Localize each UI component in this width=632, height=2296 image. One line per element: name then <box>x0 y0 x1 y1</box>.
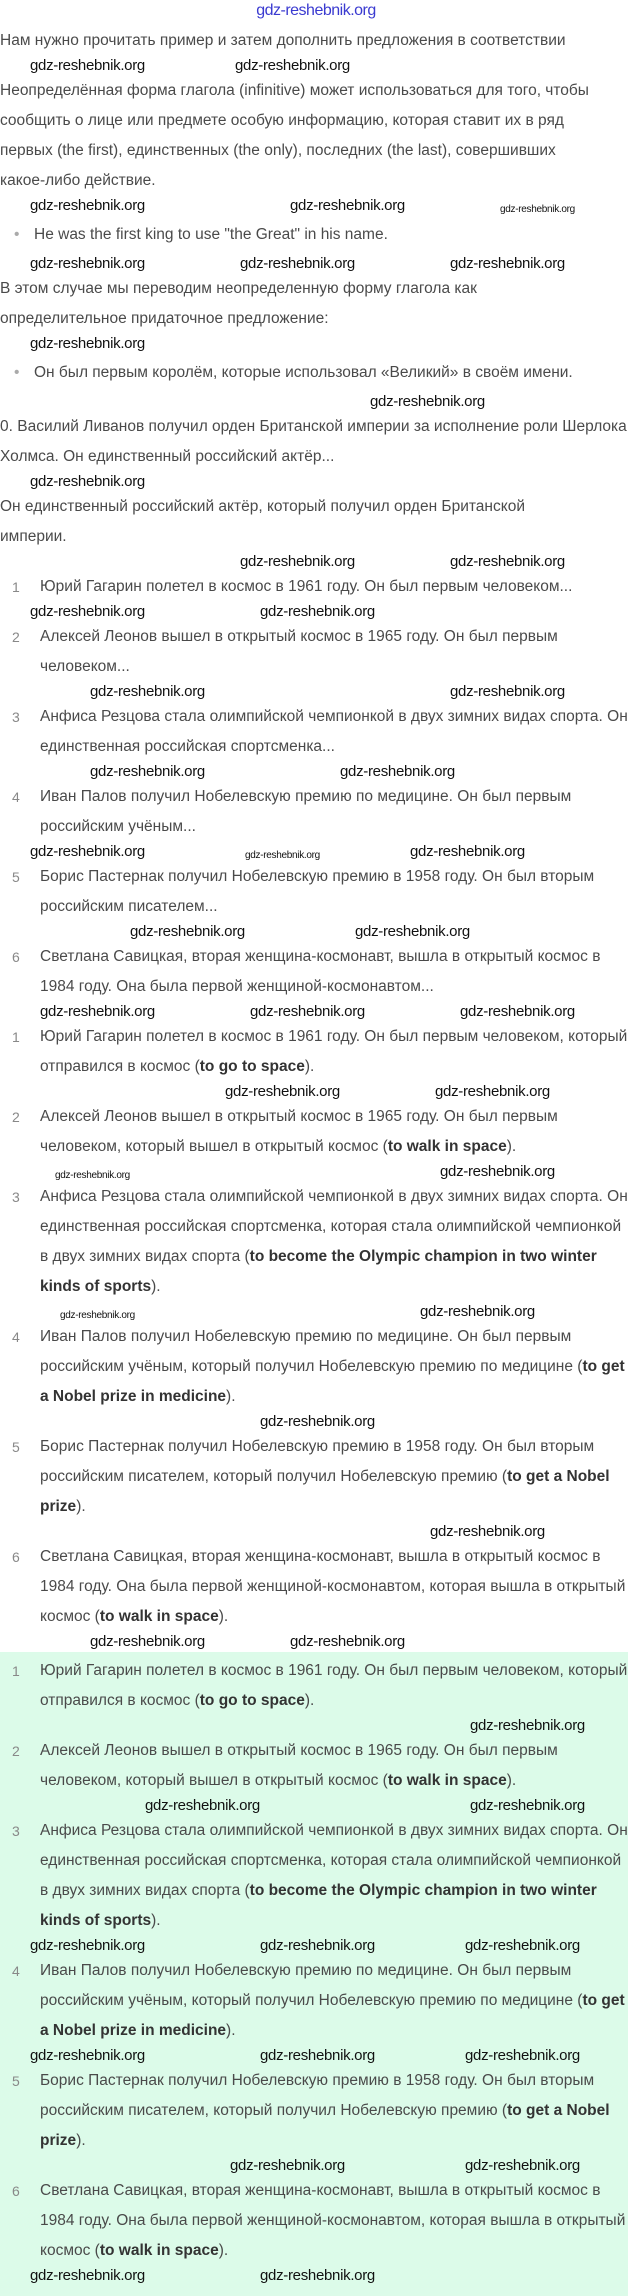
list-item <box>0 1102 628 1162</box>
item-answer-bold: to walk in space <box>99 2242 219 2259</box>
item0-answer: Он единственный российский актёр, который получил орден Британской империи. <box>0 498 525 545</box>
item-answer-bold: to walk in space <box>387 1138 507 1155</box>
watermark: gdz-reshebnik.org <box>290 197 405 214</box>
watermark-row <box>0 392 628 412</box>
watermark: gdz-reshebnik.org <box>240 553 355 570</box>
watermark: gdz-reshebnik.org <box>340 763 455 780</box>
item-number: 1 <box>12 1029 20 1045</box>
list-item <box>0 572 628 602</box>
item-answer-bold: to walk in space <box>387 1772 507 1789</box>
item-number: 2 <box>12 1743 20 1759</box>
item-sentence: Юрий Гагарин полетел в космос в 1961 году. Он был первым человеком, который отправился в космос ( <box>40 1662 628 1709</box>
list-item <box>0 622 628 682</box>
watermark: gdz-reshebnik.org <box>30 603 145 620</box>
watermark: gdz-reshebnik.org <box>470 1717 585 1734</box>
watermark: gdz-reshebnik.org <box>240 255 355 272</box>
watermark: gdz-reshebnik.org <box>430 1523 545 1540</box>
item-sentence: Светлана Савицкая, вторая женщина-космонавт, вышла в открытый космос в 1984 году. Она была первой женщиной-космонавтом, которая вышла в открытый космос ( <box>40 1548 626 1625</box>
item-text <box>34 1542 628 1632</box>
item-sentence: Анфиса Резцова стала олимпийской чемпионкой в двух зимних видах спорта. Он единственная российская спортсменка, которая стала олимпийской чемпионкой в двух зимних видах спорта ( <box>40 1822 628 1899</box>
watermark: gdz-reshebnik.org <box>90 683 205 700</box>
watermark-row <box>0 1796 628 1816</box>
item-sentence: Иван Палов получил Нобелевскую премию по медицине. Он был первым российским учёным... <box>40 788 572 835</box>
item-number: 6 <box>12 949 20 965</box>
watermark: gdz-reshebnik.org <box>30 255 145 272</box>
item-text <box>34 1102 628 1162</box>
list-item <box>0 1956 628 2046</box>
item-sentence: Иван Палов получил Нобелевскую премию по медицине. Он был первым российским учёным, который получил Нобелевскую премию по медицине ( <box>40 1962 583 2009</box>
item0-prompt: 0. Василий Ливанов получил орден Британской империи за исполнение роли Шерлока Холмса. Он единственный российский актёр... <box>0 418 627 465</box>
watermark: gdz-reshebnik.org <box>40 1003 155 1020</box>
item-answer-bold: to go to space <box>199 1692 305 1709</box>
list-item <box>0 1182 628 1302</box>
item-text <box>34 1432 628 1522</box>
highlighted-answers <box>0 1652 628 2296</box>
item-number: 5 <box>12 2073 20 2089</box>
item-end: ). <box>76 2132 86 2149</box>
watermark-row <box>0 602 628 622</box>
watermark-row <box>0 2266 628 2286</box>
translation-note: В этом случае мы переводим неопределенную форму глагола как определительное придаточное предложение: <box>0 280 477 327</box>
item-sentence: Светлана Савицкая, вторая женщина-космонавт, вышла в открытый космос в 1984 году. Она была первой женщиной-космонавтом... <box>40 948 601 995</box>
bullet-icon: • <box>14 364 20 381</box>
watermark: gdz-reshebnik.org <box>465 2157 580 2174</box>
item-number: 4 <box>12 789 20 805</box>
item-text <box>34 1182 628 1302</box>
watermark: gdz-reshebnik.org <box>245 850 320 861</box>
item-sentence: Борис Пастернак получил Нобелевскую премию в 1958 году. Он был вторым российским писателем... <box>40 868 595 915</box>
watermark: gdz-reshebnik.org <box>230 2157 345 2174</box>
article <box>0 26 628 2296</box>
task-text: Нам нужно прочитать пример и затем дополнить предложения в соответствии <box>0 32 566 49</box>
watermark: gdz-reshebnik.org <box>225 1083 340 1100</box>
watermark: gdz-reshebnik.org <box>370 393 485 410</box>
watermark: gdz-reshebnik.org <box>145 1797 260 1814</box>
watermark: gdz-reshebnik.org <box>450 255 565 272</box>
watermark-row <box>0 1302 628 1322</box>
watermark-row <box>0 682 628 702</box>
watermark-row <box>0 1082 628 1102</box>
item-end: ). <box>226 1388 236 1405</box>
watermark-row <box>0 56 628 76</box>
watermark: gdz-reshebnik.org <box>55 1170 130 1181</box>
list-item <box>0 862 628 922</box>
example-en-text: He was the first king to use "the Great" in his name. <box>34 226 388 243</box>
item-text <box>34 782 628 842</box>
item-sentence: Борис Пастернак получил Нобелевскую премию в 1958 году. Он был вторым российским писателем, который получил Нобелевскую премию ( <box>40 2072 595 2119</box>
watermark-row <box>0 2046 628 2066</box>
list-item <box>0 1542 628 1632</box>
watermark: gdz-reshebnik.org <box>30 197 145 214</box>
watermark: gdz-reshebnik.org <box>260 603 375 620</box>
item-text <box>34 942 628 1002</box>
item-answer-bold: to get a Nobel prize <box>40 1468 610 1515</box>
item-text <box>34 1022 628 1082</box>
watermark: gdz-reshebnik.org <box>435 1083 550 1100</box>
item-text <box>34 1322 628 1412</box>
watermark: gdz-reshebnik.org <box>30 1937 145 1954</box>
item-text <box>34 2176 628 2266</box>
item-number: 3 <box>12 1189 20 1205</box>
example-en <box>14 220 628 250</box>
item-end: ). <box>226 2022 236 2039</box>
list-item <box>0 1322 628 1412</box>
item-text <box>34 1736 628 1796</box>
item-sentence: Алексей Леонов вышел в открытый космос в 1965 году. Он был первым человеком, который вышел в открытый космос ( <box>40 1742 558 1789</box>
list-item <box>0 1656 628 1716</box>
item-number: 6 <box>12 2183 20 2199</box>
watermark: gdz-reshebnik.org <box>30 2267 145 2284</box>
watermark: gdz-reshebnik.org <box>250 1003 365 1020</box>
watermark: gdz-reshebnik.org <box>260 2047 375 2064</box>
watermark: gdz-reshebnik.org <box>500 204 575 215</box>
watermark-row <box>0 762 628 782</box>
item-sentence: Юрий Гагарин полетел в космос в 1961 году. Он был первым человеком... <box>40 578 573 595</box>
item-end: ). <box>76 1498 86 1515</box>
item-end: ). <box>506 1772 517 1789</box>
watermark: gdz-reshebnik.org <box>30 2047 145 2064</box>
item-sentence: Юрий Гагарин полетел в космос в 1961 году. Он был первым человеком, который отправился в космос ( <box>40 1028 628 1075</box>
watermark: gdz-reshebnik.org <box>60 1310 135 1321</box>
item-answer-bold: to get a Nobel prize in medicine <box>40 1358 625 1405</box>
list-item <box>0 2066 628 2156</box>
watermark: gdz-reshebnik.org <box>355 923 470 940</box>
watermark: gdz-reshebnik.org <box>450 683 565 700</box>
watermark: gdz-reshebnik.org <box>460 1003 575 1020</box>
watermark: gdz-reshebnik.org <box>90 1633 205 1650</box>
watermark: gdz-reshebnik.org <box>470 1797 585 1814</box>
item-number: 3 <box>12 1823 20 1839</box>
watermark-row <box>0 922 628 942</box>
watermark: gdz-reshebnik.org <box>440 1163 555 1180</box>
item-sentence: Борис Пастернак получил Нобелевскую премию в 1958 году. Он был вторым российским писателем, который получил Нобелевскую премию ( <box>40 1438 595 1485</box>
item-answer-bold: to become the Olympic champion in two winter kinds of sports <box>40 1882 597 1929</box>
watermark-row <box>0 196 628 216</box>
watermark-row <box>0 1412 628 1432</box>
watermark-row <box>0 1716 628 1736</box>
watermark-row <box>0 1522 628 1542</box>
item-end: ). <box>151 1278 161 1295</box>
item-sentence: Алексей Леонов вышел в открытый космос в 1965 году. Он был первым человеком, который вышел в открытый космос ( <box>40 1108 558 1155</box>
rule-text: Неопределённая форма глагола (infinitive) может использоваться для того, чтобы сообщить о лице или предмете особую информацию, которая ставит их в ряд первых (the first), единственных (the only), последних (the last), совершивших какое-либо действие. <box>0 82 589 189</box>
item-number: 2 <box>12 1109 20 1125</box>
watermark-row <box>0 1632 628 1652</box>
item-text <box>34 622 628 682</box>
item-answer-bold: to become the Olympic champion in two winter kinds of sports <box>40 1248 597 1295</box>
item-text <box>34 572 628 602</box>
watermark-row <box>0 254 628 274</box>
bullet-icon: • <box>14 226 20 243</box>
item-sentence: Светлана Савицкая, вторая женщина-космонавт, вышла в открытый космос в 1984 году. Она была первой женщиной-космонавтом, которая вышла в открытый космос ( <box>40 2182 626 2259</box>
list-item <box>0 1736 628 1796</box>
item-sentence: Алексей Леонов вышел в открытый космос в 1965 году. Он был первым человеком... <box>40 628 558 675</box>
item-end: ). <box>304 1058 315 1075</box>
watermark: gdz-reshebnik.org <box>260 1937 375 1954</box>
site-link[interactable]: gdz-reshebnik.org <box>256 2 376 19</box>
item-number: 6 <box>12 1549 20 1565</box>
list-item <box>0 942 628 1002</box>
item-text <box>34 2066 628 2156</box>
item-sentence: Анфиса Резцова стала олимпийской чемпионкой в двух зимних видах спорта. Он единственная российская спортсменка, которая стала олимпийской чемпионкой в двух зимних видах спорта ( <box>40 1188 628 1265</box>
watermark: gdz-reshebnik.org <box>30 473 145 490</box>
watermark-row <box>0 842 628 862</box>
answers-list <box>0 1022 628 1652</box>
list-item <box>0 782 628 842</box>
item-text <box>34 702 628 762</box>
item-number: 4 <box>12 1329 20 1345</box>
item-number: 1 <box>12 579 20 595</box>
watermark: gdz-reshebnik.org <box>465 2047 580 2064</box>
watermark-row <box>0 472 628 492</box>
item-text <box>34 1956 628 2046</box>
item-text <box>34 1656 628 1716</box>
item-end: ). <box>506 1138 517 1155</box>
watermark-row <box>0 1162 628 1182</box>
answers-list-highlighted <box>0 1656 628 2286</box>
example-ru-text: Он был первым королём, которые использовал «Великий» в своём имени. <box>34 364 573 381</box>
example-ru <box>14 358 628 388</box>
item-end: ). <box>218 1608 229 1625</box>
item-answer-bold: to walk in space <box>99 1608 219 1625</box>
item-end: ). <box>218 2242 229 2259</box>
item-number: 3 <box>12 709 20 725</box>
watermark-row <box>0 334 628 354</box>
list-item <box>0 2176 628 2266</box>
list-item <box>0 1432 628 1522</box>
item-answer-bold: to get a Nobel prize <box>40 2102 610 2149</box>
item-number: 5 <box>12 869 20 885</box>
item-sentence: Иван Палов получил Нобелевскую премию по медицине. Он был первым российским учёным, который получил Нобелевскую премию по медицине ( <box>40 1328 583 1375</box>
list-item <box>0 1816 628 1936</box>
watermark: gdz-reshebnik.org <box>420 1303 535 1320</box>
item-number: 5 <box>12 1439 20 1455</box>
watermark: gdz-reshebnik.org <box>260 2267 375 2284</box>
watermark: gdz-reshebnik.org <box>235 57 350 74</box>
item-answer-bold: to get a Nobel prize in medicine <box>40 1992 625 2039</box>
list-item <box>0 1022 628 1082</box>
watermark-row <box>0 2156 628 2176</box>
item-end: ). <box>151 1912 161 1929</box>
list-item <box>0 702 628 762</box>
watermark: gdz-reshebnik.org <box>290 1633 405 1650</box>
item-number: 1 <box>12 1663 20 1679</box>
watermark-row <box>0 1936 628 1956</box>
watermark: gdz-reshebnik.org <box>30 843 145 860</box>
watermark: gdz-reshebnik.org <box>30 57 145 74</box>
watermark: gdz-reshebnik.org <box>410 843 525 860</box>
watermark-row <box>0 1002 628 1022</box>
watermark-row <box>0 552 628 572</box>
prompts-list <box>0 572 628 1022</box>
watermark: gdz-reshebnik.org <box>260 1413 375 1430</box>
item-sentence: Анфиса Резцова стала олимпийской чемпионкой в двух зимних видах спорта. Он единственная российская спортсменка... <box>40 708 628 755</box>
watermark: gdz-reshebnik.org <box>130 923 245 940</box>
item-end: ). <box>304 1692 315 1709</box>
item-text <box>34 862 628 922</box>
item-answer-bold: to go to space <box>199 1058 305 1075</box>
watermark: gdz-reshebnik.org <box>465 1937 580 1954</box>
item-number: 2 <box>12 629 20 645</box>
item-number: 4 <box>12 1963 20 1979</box>
item-text <box>34 1816 628 1936</box>
watermark: gdz-reshebnik.org <box>90 763 205 780</box>
watermark: gdz-reshebnik.org <box>30 335 145 352</box>
watermark: gdz-reshebnik.org <box>450 553 565 570</box>
